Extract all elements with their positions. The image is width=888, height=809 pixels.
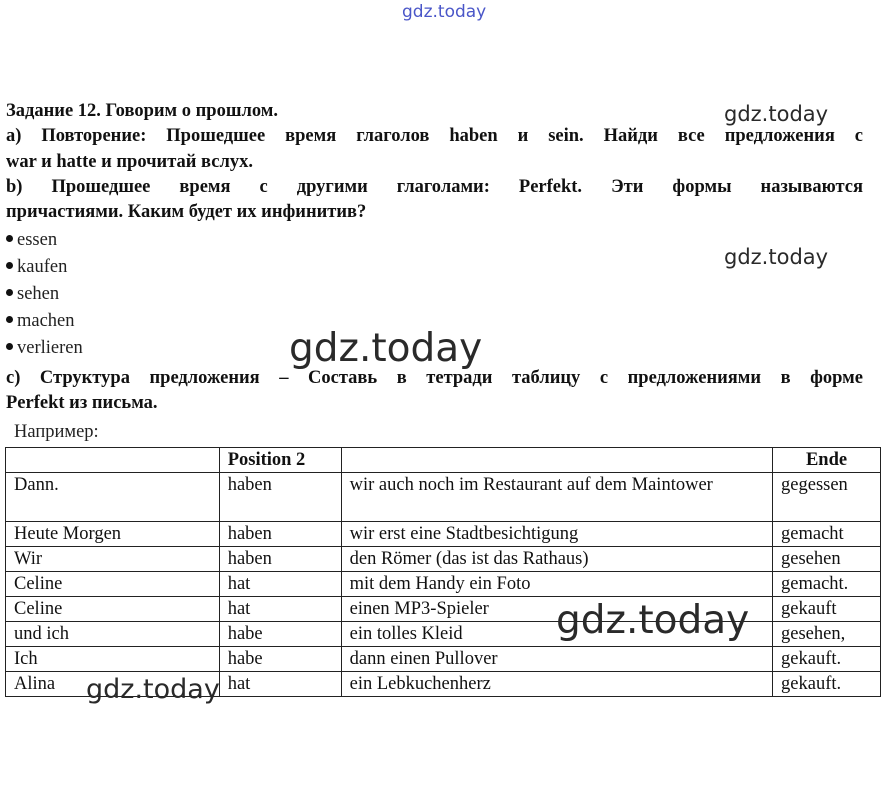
cell-verb: habe (219, 622, 341, 647)
cell-start: Celine (6, 572, 220, 597)
watermark-table: gdz.today (556, 598, 750, 643)
cell-start: Ich (6, 647, 220, 672)
cell-ende: gemacht. (773, 572, 881, 597)
cell-ende: gekauft. (773, 647, 881, 672)
cell-ende: gekauft (773, 597, 881, 622)
cell-verb: habe (219, 647, 341, 672)
cell-verb: hat (219, 597, 341, 622)
task-c-line2: Perfekt из письма. (6, 393, 158, 413)
cell-verb: hat (219, 572, 341, 597)
table-header-row (6, 448, 881, 473)
watermark-right-2: gdz.today (724, 245, 829, 269)
bullet-icon (6, 262, 13, 269)
cell-verb: haben (219, 547, 341, 572)
cell-verb: haben (219, 473, 341, 522)
list-item: machen (6, 309, 83, 336)
task-b-line2: причастиями. Каким будет их инфинитив? (6, 202, 367, 222)
header-position-2: Position 2 (219, 448, 341, 473)
watermark-top: gdz.today (402, 2, 487, 22)
task-c-line1: c) Структура предложения – Составь в тетради таблицу с предложениями в форме (6, 368, 863, 388)
watermark-bottom-left: gdz.today (86, 674, 220, 705)
cell-verb: hat (219, 672, 341, 697)
list-item: verlieren (6, 336, 83, 363)
cell-start: Celine (6, 597, 220, 622)
bullet-icon (6, 235, 13, 242)
cell-start: Dann. (6, 473, 220, 522)
cell-middle: den Römer (das ist das Rathaus) (341, 547, 772, 572)
bullet-icon (6, 343, 13, 350)
cell-verb: haben (219, 522, 341, 547)
table-row (6, 647, 881, 672)
list-item: kaufen (6, 255, 83, 282)
watermark-center: gdz.today (289, 326, 483, 371)
header-cell (341, 448, 772, 473)
perfekt-table (5, 447, 881, 697)
cell-start: und ich (6, 622, 220, 647)
cell-ende: gesehen, (773, 622, 881, 647)
bullet-icon (6, 289, 13, 296)
list-item: essen (6, 228, 83, 255)
cell-middle: dann einen Pullover (341, 647, 772, 672)
cell-middle: ein Lebkuchenherz (341, 672, 772, 697)
cell-middle: einen MP3-Spieler (341, 597, 772, 622)
cell-start: Alina (6, 672, 220, 697)
example-label: Например: (14, 422, 99, 442)
task-title: Задание 12. Говорим о прошлом. (6, 101, 278, 121)
cell-middle: wir erst eine Stadtbesichtigung (341, 522, 772, 547)
list-item: sehen (6, 282, 83, 309)
table-row (6, 547, 881, 572)
cell-start: Heute Morgen (6, 522, 220, 547)
bullet-icon (6, 316, 13, 323)
task-a-line1: a) Повторение: Прошедшее время глаголов haben и sein. Найди все предложения с (6, 126, 863, 146)
cell-ende: gegessen (773, 473, 881, 522)
cell-start: Wir (6, 547, 220, 572)
table-row (6, 522, 881, 547)
header-ende: Ende (773, 448, 881, 473)
cell-ende: gemacht (773, 522, 881, 547)
cell-middle: ein tolles Kleid (341, 622, 772, 647)
watermark-right-1: gdz.today (724, 102, 829, 126)
table-row (6, 473, 881, 522)
task-a-line2: war и hatte и прочитай вслух. (6, 152, 253, 172)
table-row (6, 572, 881, 597)
cell-ende: gesehen (773, 547, 881, 572)
cell-ende: gekauft. (773, 672, 881, 697)
task-b-line1: b) Прошедшее время с другими глаголами: Perfekt. Эти формы называются (6, 177, 863, 197)
cell-middle: wir auch noch im Restaurant auf dem Maintower (341, 473, 772, 522)
cell-middle: mit dem Handy ein Foto (341, 572, 772, 597)
header-cell (6, 448, 220, 473)
verb-list (6, 228, 83, 363)
